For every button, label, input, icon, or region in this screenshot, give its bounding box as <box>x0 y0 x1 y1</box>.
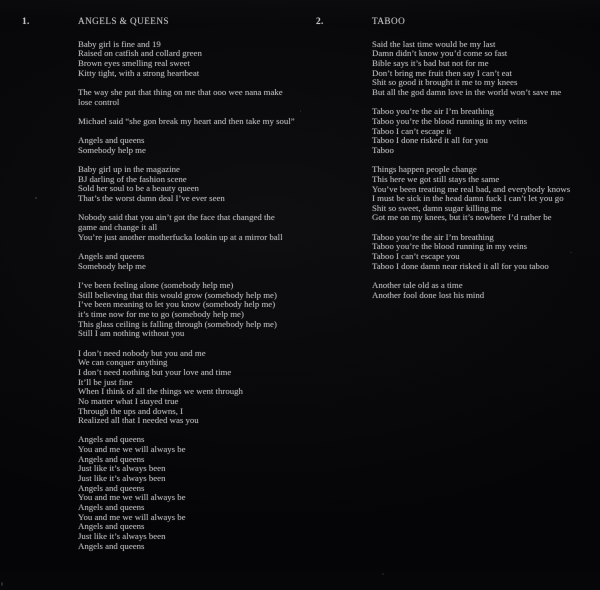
lyric-line: Still I am nothing without you <box>78 328 185 339</box>
lyric-line: it’s time now for me to go (somebody help me) <box>78 308 244 319</box>
lyric-line: That’s the worst damn deal I’ve ever seen <box>78 193 225 204</box>
lyric-line: Angels and queens <box>78 434 145 445</box>
stanza <box>78 117 308 127</box>
lyric-line: Bible says it’s bad but not for me <box>372 58 489 69</box>
track-2-section <box>316 16 594 310</box>
stanza <box>78 88 308 107</box>
stanza <box>78 435 308 551</box>
stanza <box>372 165 594 223</box>
lyric-line: Taboo you’re the blood running in my veins <box>372 115 528 126</box>
stanza <box>372 281 594 300</box>
lyric-line: Taboo you’re the air I’m breathing <box>372 106 494 117</box>
lyric-line: Taboo I can’t escape it <box>372 125 452 136</box>
lyric-line: Angels and queens <box>78 502 145 513</box>
lyric-line: No matter what I stayed true <box>78 395 179 406</box>
lyric-line: Taboo I can’t escape you <box>372 251 460 262</box>
track-1-title: ANGELS & QUEENS <box>78 16 169 26</box>
stanza <box>78 165 308 204</box>
lyric-line: I don’t need nothing but your love and time <box>78 366 232 377</box>
lyric-line: Said the last time would be my last <box>372 38 496 49</box>
lyric-line: It’ll be just fine <box>78 376 133 387</box>
lyric-line: I’ve been meaning to let you know (somebody help me) <box>78 299 276 310</box>
lyric-line: Just like it’s always been <box>78 473 166 484</box>
lyric-line: Baby girl is fine and 19 <box>78 38 161 49</box>
lyric-line: Got me on my knees, but it’s nowhere I’d rather be <box>372 212 552 223</box>
lyric-line: Angels and queens <box>78 521 145 532</box>
lyric-line: But all the god damn love in the world won’t save me <box>372 86 562 97</box>
lyric-line: Just like it’s always been <box>78 463 166 474</box>
lyric-line: You and me we will always be <box>78 444 186 455</box>
track-1-lyrics <box>78 40 308 552</box>
lyric-line: Taboo you’re the air I’m breathing <box>372 231 494 242</box>
lyric-line: The way she put that thing on me that ooo wee nana make <box>78 86 283 97</box>
lyric-line: Angels and queens <box>78 453 145 464</box>
lyric-line: Taboo I done damn near risked it all for you taboo <box>372 260 549 271</box>
stanza <box>372 40 594 98</box>
dust-speck <box>382 573 384 575</box>
lyric-line: I’ve been feeling alone (somebody help me) <box>78 280 234 290</box>
lyric-line: Another fool done lost his mind <box>372 289 485 300</box>
lyric-line: Baby girl up in the magazine <box>78 164 180 175</box>
lyric-line: game and change it all <box>78 222 158 233</box>
lyric-line: Still believing that this would grow (somebody help me) <box>78 289 277 300</box>
lyric-line: This here we got still stays the same <box>372 173 500 184</box>
lyric-line: This glass ceiling is falling through (somebody help me) <box>78 318 277 329</box>
stanza <box>78 281 308 339</box>
lyric-line: You and me we will always be <box>78 511 186 522</box>
track-2-number: 2. <box>316 17 324 27</box>
dust-speck <box>1 582 3 586</box>
lyric-line: Don’t bring me fruit then say I can’t eat <box>372 67 512 78</box>
lyric-line: Taboo <box>372 144 394 155</box>
lyric-line: Taboo I done risked it all for you <box>372 135 488 146</box>
lyric-line: When I think of all the things we went through <box>78 386 243 397</box>
lyric-line: You and me we will always be <box>78 492 186 503</box>
lyric-line: Sold her soul to be a beauty queen <box>78 183 199 194</box>
stanza <box>78 349 308 426</box>
stanza <box>372 233 594 272</box>
lyric-line: Raised on catfish and collard green <box>78 48 202 59</box>
lyric-line: Somebody help me <box>78 144 146 155</box>
lyric-line: Taboo you’re the blood running in my veins <box>372 241 528 252</box>
track-1-section <box>22 16 308 561</box>
lyric-line: Somebody help me <box>78 260 146 271</box>
track-1-number: 1. <box>22 17 30 27</box>
lyric-line: Angels and queens <box>78 135 145 146</box>
lyric-line: Shit so good it brought it me to my knees <box>372 77 518 88</box>
track-2-title: TABOO <box>372 16 406 26</box>
stanza <box>78 136 308 155</box>
lyric-line: lose control <box>78 96 120 107</box>
lyric-line: Nobody said that you ain’t got the face that changed the <box>78 212 275 223</box>
lyric-line: Shit so sweet, damn sugar killing me <box>372 202 502 213</box>
lyric-line: You’ve been treating me real bad, and everybody knows <box>372 183 571 194</box>
lyric-line: We can conquer anything <box>78 357 168 368</box>
lyric-line: Just like it’s always been <box>78 531 166 542</box>
stanza <box>78 40 308 79</box>
lyric-line: Angels and queens <box>78 540 145 551</box>
track-2-lyrics <box>372 40 594 301</box>
lyric-line: Brown eyes smelling real sweet <box>78 58 190 69</box>
lyric-line: Angels and queens <box>78 251 145 262</box>
lyric-line: You’re just another motherfucka lookin up at a mirror ball <box>78 231 283 242</box>
lyric-line: Damn didn’t know you’d come so fast <box>372 48 508 59</box>
lyric-line: Through the ups and downs, I <box>78 405 184 416</box>
lyric-line: Things happen people change <box>372 164 477 175</box>
lyric-line: Kitty tight, with a strong heartbeat <box>78 67 200 78</box>
lyric-line: Another tale old as a time <box>372 280 463 291</box>
lyric-line: I must be sick in the head damn fuck I can’t let you go <box>372 193 564 204</box>
stanza <box>78 213 308 242</box>
lyric-line: Angels and queens <box>78 482 145 493</box>
lyric-line: BJ darling of the fashion scene <box>78 173 187 184</box>
lyric-line: Michael said “she gon break my heart and then take my soul” <box>78 115 295 126</box>
stanza <box>78 252 308 271</box>
lyric-line: I don’t need nobody but you and me <box>78 347 206 358</box>
dust-speck <box>35 197 37 199</box>
stanza <box>372 107 594 155</box>
lyric-line: Realized all that I needed was you <box>78 415 199 426</box>
